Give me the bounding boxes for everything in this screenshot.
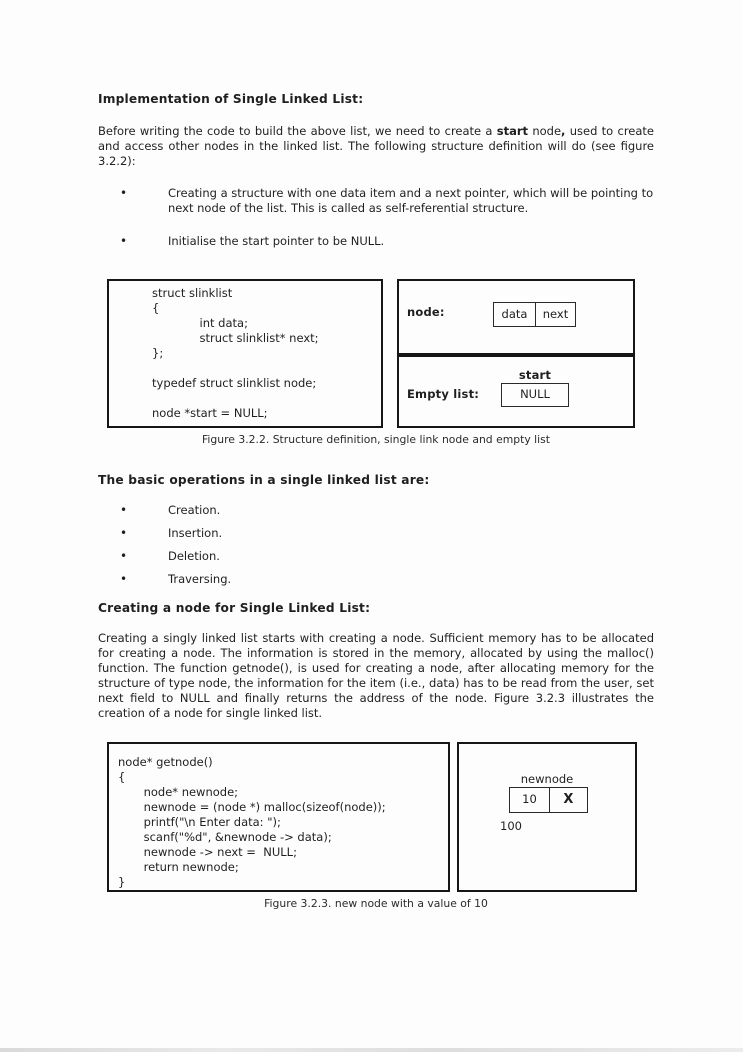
- bullet-icon: •: [120, 549, 128, 563]
- bullet-icon: •: [120, 526, 128, 540]
- null-value-box: NULL: [501, 383, 569, 407]
- data-value-cell: 10: [509, 787, 550, 813]
- intro-paragraph: Before writing the code to build the above list, we need to create a start node, used to create and access other nodes in the linked list. The following structure definition will do (see figure 3.2.2):: [98, 124, 655, 168]
- figure-322-code-box: [107, 279, 383, 428]
- scan-edge-artifact: [0, 1048, 743, 1052]
- page-content: [98, 92, 654, 910]
- operation-label: Deletion.: [168, 549, 220, 563]
- newnode-cells: [509, 787, 588, 813]
- operation-label: Insertion.: [168, 526, 223, 540]
- getnode-function-code: node* getnode() { node* newnode; newnode = (node *) malloc(sizeof(node)); printf("\n Enter data: "); scanf("%d", &newnode -> data); newnode -> next = NULL; return newnode; }: [118, 755, 386, 889]
- bullet-icon: •: [120, 503, 128, 517]
- node-address-label: 100: [500, 819, 522, 833]
- list-item: [98, 503, 654, 518]
- operations-list: [98, 503, 654, 587]
- section-heading-implementation: Implementation of Single Linked List:: [98, 92, 364, 106]
- bullet-icon: •: [120, 186, 128, 200]
- section-heading-operations: The basic operations in a single linked list are:: [98, 473, 430, 487]
- bullet-icon: •: [120, 234, 128, 248]
- newnode-diagram-box: [457, 742, 637, 892]
- list-item: [98, 549, 654, 564]
- operation-label: Creation.: [168, 503, 221, 517]
- bullet-text: Creating a structure with one data item and a next pointer, which will be pointing to next node of the list. This is called as self-referential structure.: [168, 186, 654, 215]
- empty-list-label: Empty list:: [407, 387, 480, 401]
- empty-list-diagram-box: [397, 355, 635, 428]
- intro-bullet-list: [98, 186, 654, 249]
- figure-323-caption: Figure 3.2.3. new node with a value of 10: [264, 897, 488, 910]
- list-item: [98, 186, 654, 216]
- figure-322: [107, 279, 654, 428]
- bullet-text: Initialise the start pointer to be NULL.: [168, 234, 385, 248]
- newnode-label: newnode: [520, 772, 574, 786]
- node-label: node:: [407, 305, 445, 319]
- figure-322-caption: Figure 3.2.2. Structure definition, single link node and empty list: [201, 433, 551, 446]
- section-heading-creating-node: Creating a node for Single Linked List:: [98, 601, 371, 615]
- figure-323: [107, 742, 654, 892]
- list-item: [98, 572, 654, 587]
- next-cell: next: [536, 302, 576, 327]
- bullet-icon: •: [120, 572, 128, 586]
- operation-label: Traversing.: [168, 572, 232, 586]
- data-cell: data: [493, 302, 536, 327]
- list-item: [98, 234, 654, 249]
- start-pointer-label: start: [518, 368, 552, 382]
- creating-node-paragraph: Creating a singly linked list starts with creating a node. Sufficient memory has to be allocated for creating a node. The information is stored in the memory, allocated by using the malloc() function. The function getnode(), is used for creating a node, after allocating memory for the structure of type node, the information for the item (i.e., data) has to be read from the user, set next field to NULL and finally returns the address of the node. Figure 3.2.3 illustrates the creation of a node for single linked list.: [98, 631, 654, 720]
- node-cells: [493, 302, 576, 327]
- next-x-cell: X: [550, 787, 588, 813]
- list-item: [98, 526, 654, 541]
- figure-322-diagram-column: [397, 279, 635, 428]
- figure-323-code-box: [107, 742, 450, 892]
- node-diagram-box: [397, 279, 635, 355]
- struct-definition-code: struct slinklist { int data; struct slinklist* next; }; typedef struct slinklist node; node *start = NULL;: [152, 286, 319, 420]
